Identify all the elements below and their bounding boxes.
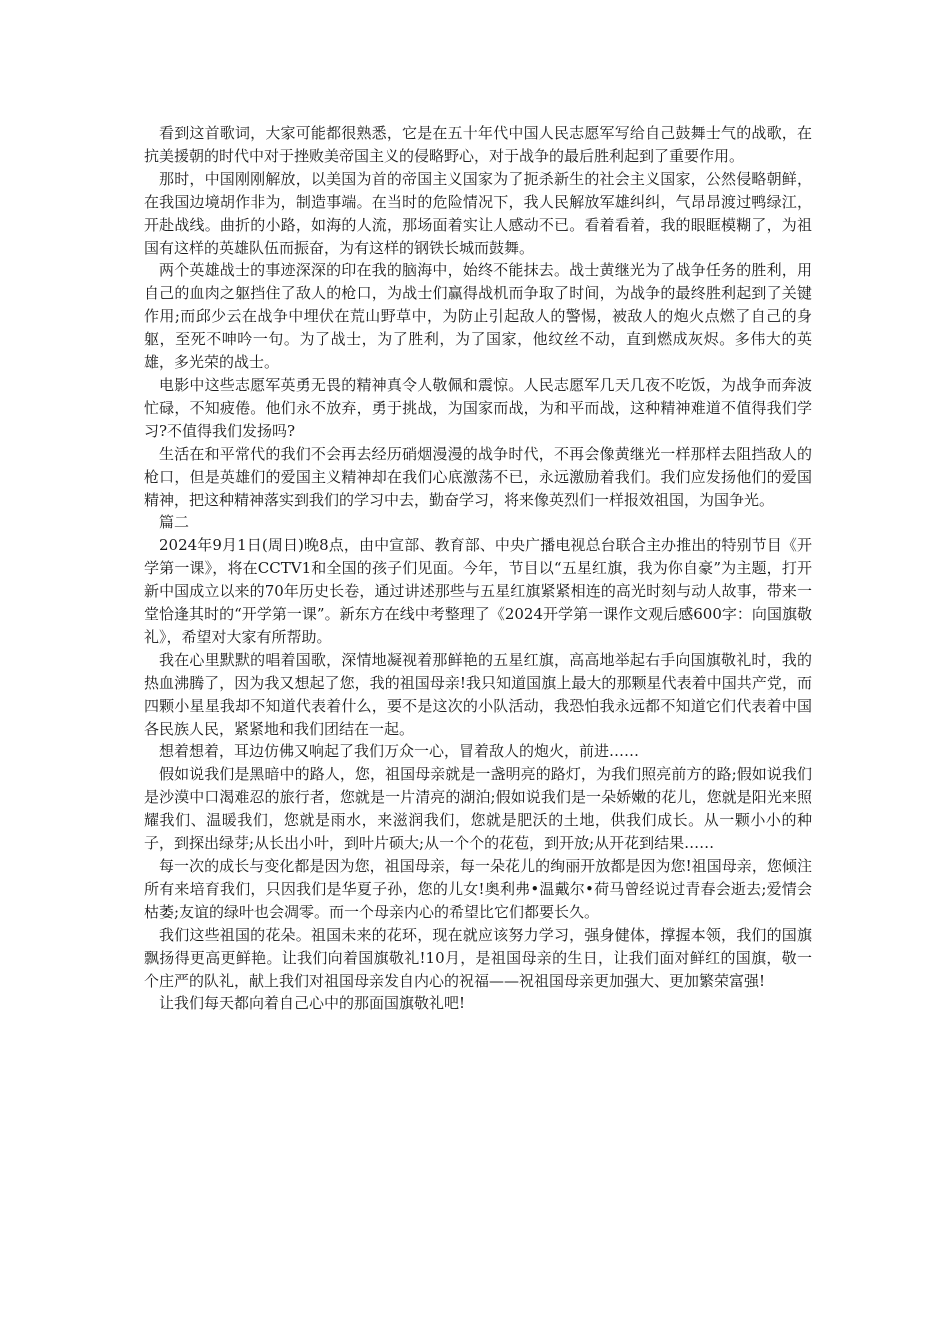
- paragraph: 我在心里默默的唱着国歌，深情地凝视着那鲜艳的五星红旗，高高地举起右手向国旗敬礼时，我的热血沸腾了，因为我又想起了您，我的祖国母亲!我只知道国旗上最大的那颗星代表着中国共产党，而四颗小星星我却不知道代表着什么，要不是这次的小队活动，我恐怕我永远都不知道它们代表着中国各民族人民，紧紧地和我们团结在一起。: [144, 650, 812, 738]
- paragraph: 生活在和平常代的我们不会再去经历硝烟漫漫的战争时代，不再会像黄继光一样那样去阻挡敌人的枪口，但是英雄们的爱国主义精神却在我们心底激荡不已，永远激励着我们。我们应发扬他们的爱国精神，把这种精神落实到我们的学习中去，勤奋学习，将来像英烈们一样报效祖国，为国争光。: [144, 444, 812, 509]
- paragraph: 假如说我们是黑暗中的路人，您，祖国母亲就是一盏明亮的路灯，为我们照亮前方的路;假如说我们是沙漠中口渴难忍的旅行者，您就是一片清亮的湖泊;假如说我们是一朵娇嫩的花儿，您就是阳光来照耀我们、温暖我们，您就是雨水，来滋润我们，您就是肥沃的土地，供我们成长。从一颗小小的种子，到探出绿芽;从长出小叶，到叶片硕大;从一个个的花苞，到开放;从开花到结果……: [144, 765, 812, 853]
- paragraph: 那时，中国刚刚解放，以美国为首的帝国主义国家为了扼杀新生的社会主义国家，公然侵略朝鲜，在我国边境胡作非为，制造事端。在当时的危险情况下，我人民解放军雄纠纠，气昂昂渡过鸭绿江，开赴战线。曲折的小路，如海的人流，那场面着实让人感动不已。看着看着，我的眼眶模糊了，为祖国有这样的英雄队伍而振奋，为有这样的钢铁长城而鼓舞。: [144, 169, 812, 257]
- paragraph: 我们这些祖国的花朵。祖国未来的花环，现在就应该努力学习，强身健体，撑握本领，我们的国旗飘扬得更高更鲜艳。让我们向着国旗敬礼!10月，是祖国母亲的生日，让我们面对鲜红的国旗，敬一个庄严的队礼，献上我们对祖国母亲发自内心的祝福——祝祖国母亲更加强大、更加繁荣富强!: [144, 925, 812, 990]
- section-heading: 篇二: [159, 513, 190, 532]
- paragraph: 每一次的成长与变化都是因为您，祖国母亲，每一朵花儿的绚丽开放都是因为您!祖国母亲，您倾注所有来培育我们，只因我们是华夏子孙，您的儿女!奥利弗•温戴尔•荷马曾经说过青春会逝去;爱情会枯萎;友谊的绿叶也会凋零。而一个母亲内心的希望比它们都要长久。: [144, 857, 812, 921]
- paragraph: 看到这首歌词，大家可能都很熟悉，它是在五十年代中国人民志愿军写给自己鼓舞士气的战歌，在抗美援朝的时代中对于挫败美帝国主义的侵略野心，对于战争的最后胜利起到了重要作用。: [144, 124, 812, 165]
- paragraph: 让我们每天都向着自己心中的那面国旗敬礼吧!: [159, 994, 466, 1013]
- document-body: [144, 122, 812, 1015]
- paragraph: 2024年9月1日(周日)晚8点，由中宣部、教育部、中央广播电视总台联合主办推出的特别节目《开学第一课》，将在CCTV1和全国的孩子们见面。今年，节目以“五星红旗，我为你自豪”为主题，打开新中国成立以来的70年历史长卷，通过讲述那些与五星红旗紧紧相连的高光时刻与动人故事，带来一堂恰逢其时的“开学第一课”。新东方在线中考整理了《2024开学第一课作文观后感600字：向国旗敬礼》，希望对大家有所帮助。: [144, 536, 812, 646]
- paragraph: 电影中这些志愿军英勇无畏的精神真令人敬佩和震惊。人民志愿军几天几夜不吃饭，为战争而奔波忙碌，不知疲倦。他们永不放弃，勇于挑战，为国家而战，为和平而战，这种精神难道不值得我们学习?不值得我们发扬吗?: [144, 375, 812, 440]
- paragraph: 想着想着，耳边仿佛又响起了我们万众一心，冒着敌人的炮火，前进……: [159, 742, 640, 761]
- paragraph: 两个英雄战士的事迹深深的印在我的脑海中，始终不能抹去。战士黄继光为了战争任务的胜利，用自己的血肉之躯挡住了敌人的枪口，为战士们赢得战机而争取了时间，为战争的最终胜利起到了关键作用;而邱少云在战争中埋伏在荒山野草中，为防止引起敌人的警惕，被敌人的炮火点燃了自己的身躯，至死不呻吟一句。为了战士，为了胜利，为了国家，他纹丝不动，直到燃成灰烬。多伟大的英雄，多光荣的战士。: [144, 261, 812, 372]
